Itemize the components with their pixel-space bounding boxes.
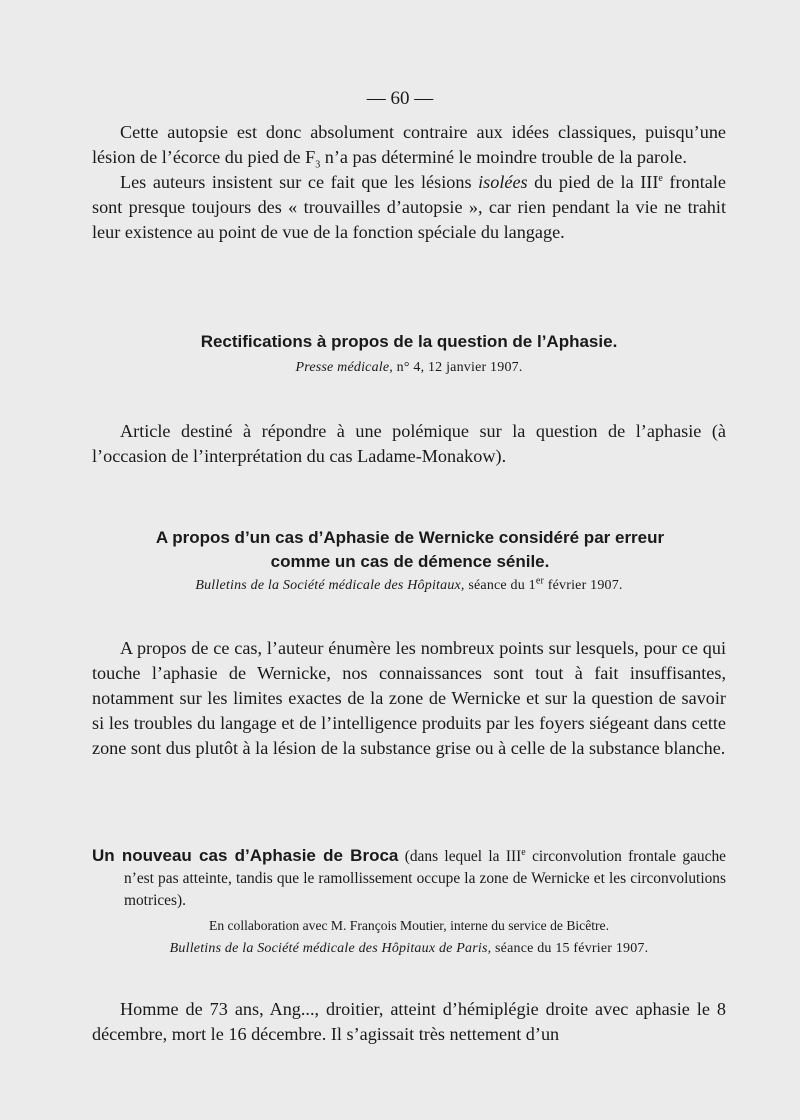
paragraph: Cette autopsie est donc absolument contraire aux idées classiques, puisqu’une lésion de l’écorce du pied de $F_3$ n’a pas déterminé le moindre trouble de la parole. bbox=[92, 122, 726, 171]
section-title: Rectifications à propos de la question de l’Aphasie. bbox=[200, 332, 618, 351]
section-text bbox=[92, 419, 726, 469]
section-source: Bulletins de la Société médicale des Hôpitaux, séance du 1er février 1907. bbox=[195, 575, 623, 593]
paragraph: Homme de 73 ans, Ang..., droitier, atteint d’hémiplégie droite avec aphasie le 8 décembre, mort le 16 décembre. Il s’agissait très nettement d’un bbox=[92, 999, 726, 1044]
paragraph: Les auteurs insistent sur ce fait que les lésions isolées du pied de la IIIe frontale sont presque toujours des « trouvailles d’autopsie », car rien pendant la vie ne trahit leur existence au point de vue de la fonction spéciale du langage. bbox=[92, 172, 726, 242]
section-source: Bulletins de la Société médicale des Hôpitaux de Paris, séance du 15 février 1907. bbox=[169, 941, 649, 956]
section-header: Un nouveau cas d’Aphasie de Broca (dans lequel la IIIe circonvolution frontale gauche n’est pas atteinte, tandis que le ramollissement occupe la zone de Wernicke et les circonvolutions motrices). bbox=[92, 846, 726, 909]
section-text bbox=[92, 997, 726, 1047]
section-text bbox=[92, 636, 726, 761]
collaboration-note: En collaboration avec M. François Moutier, interne du service de Bicêtre. bbox=[209, 918, 609, 933]
section-title: Un nouveau cas d’Aphasie de Broca bbox=[92, 846, 399, 865]
paragraph: Article destiné à répondre à une polémique sur la question de l’aphasie (à l’occasion de l’interprétation du cas Ladame-Monakow). bbox=[92, 421, 726, 466]
section-source: Presse médicale, n° 4, 12 janvier 1907. bbox=[295, 360, 523, 375]
paragraph: A propos de ce cas, l’auteur énumère les nombreux points sur lesquels, pour ce qui touche l’aphasie de Wernicke, nos connaissances sont tout à fait insuffisantes, notamment sur les limites exactes de la zone de Wernicke et sur la question de savoir si les troubles du langage et de l’intelligence produits par les foyers siégeant dans cette zone sont dus plutôt à la lésion de la substance grise ou à celle de la substance blanche. bbox=[92, 638, 726, 758]
section-autopsy-text bbox=[92, 120, 726, 245]
page-number: — 60 — bbox=[366, 88, 434, 109]
section-title: A propos d’un cas d’Aphasie de Wernicke considéré par erreur comme un cas de démence sénile. bbox=[155, 528, 665, 571]
